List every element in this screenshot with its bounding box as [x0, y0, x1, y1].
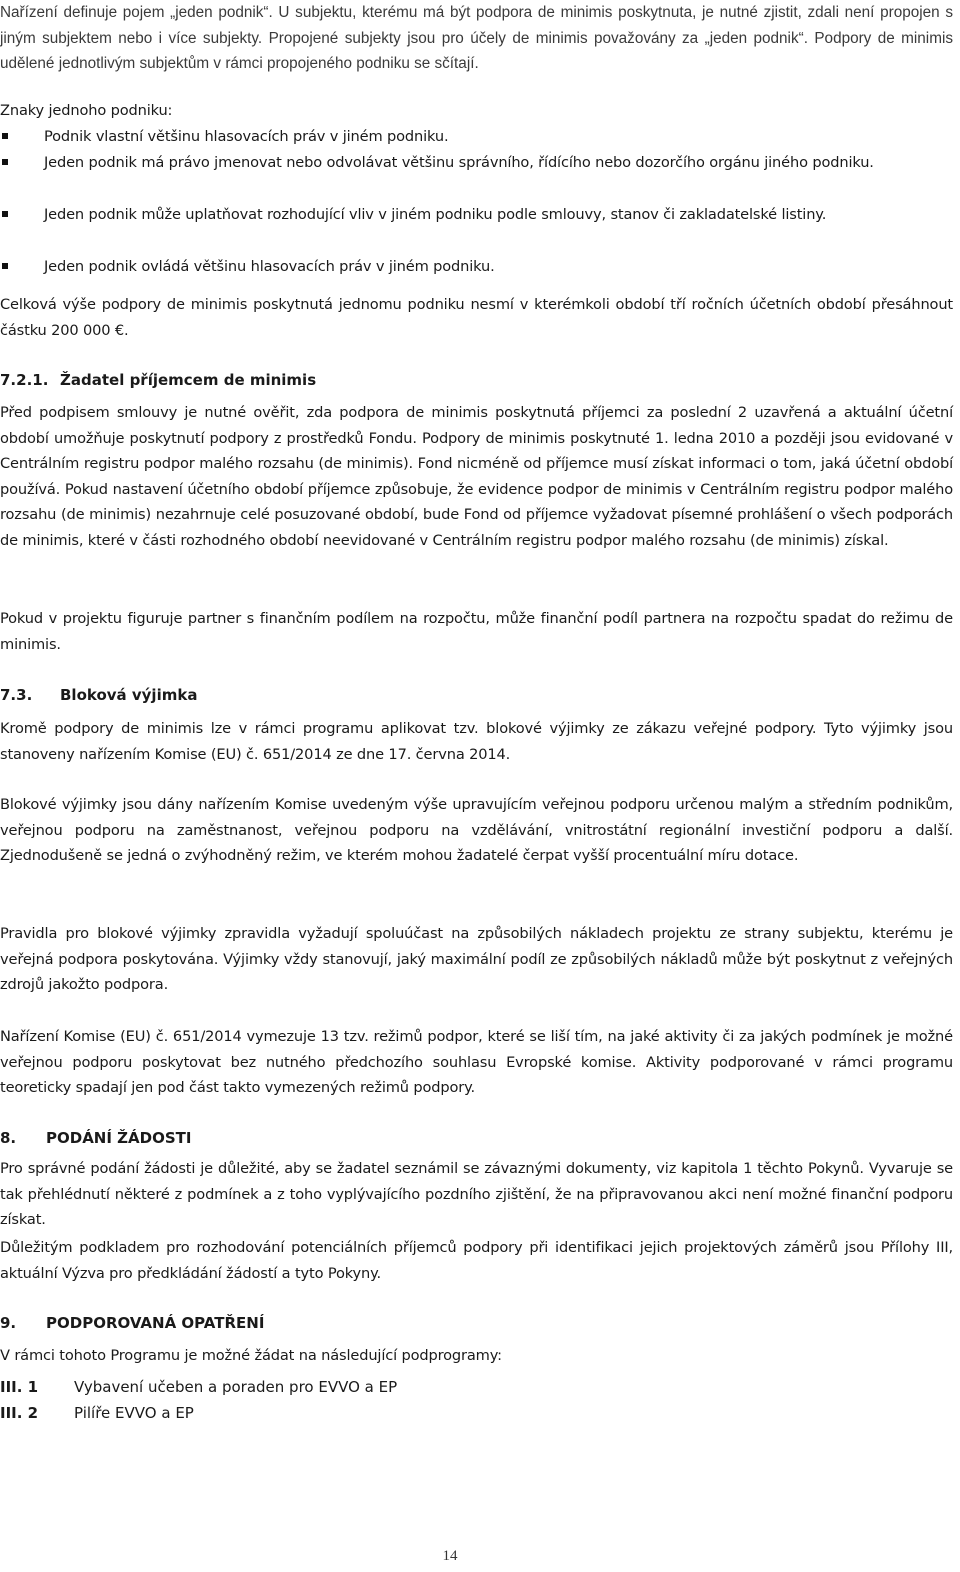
- square-bullet-icon: [2, 211, 8, 217]
- section-paragraph: V rámci tohoto Programu je možné žádat na následující podprogramy:: [0, 1347, 502, 1364]
- section-heading-9: [0, 1311, 264, 1335]
- intro-paragraph: Nařízení definuje pojem „jeden podnik“. U subjektu, kterému má být podpora de minimis poskytnuta, je nutné zjistit, zdali není propojen s jiným subjektem nebo i více subjekty. Propojené subjekty jsou pro účely de minimis považovány za „jeden podnik“. Podpory de minimis udělené jednotlivým subjektům v rámci propojeného podniku se sčítají.: [0, 4, 953, 73]
- section-heading-8: [0, 1126, 191, 1150]
- section-paragraph: Před podpisem smlouvy je nutné ověřit, zda podpora de minimis poskytnutá příjemci za poslední 2 uzavřená a aktuální účetní období umožňuje poskytnutí podpory z prostředků Fondu. Podpory de minimis poskytnuté 1. ledna 2010 a později jsou evidované v Centrálním registru podpor malého rozsahu (de minimis). Fond nicméně od příjemce musí získat informaci o tom, jaká účetní období používá. Pokud nastavení účetního období příjemce způsobuje, že evidence podpor de minimis v Centrálním registru podpor malého rozsahu (de minimis) nezahrnuje celé posuzované období, bude Fond od příjemce vyžadovat písemné prohlášení o všech podporách de minimis, které v části rozhodného období neevidované v Centrálním registru podpor malého rozsahu (de minimis) získal.: [0, 404, 953, 549]
- section-title: Žadatel příjemcem de minimis: [60, 371, 317, 389]
- square-bullet-icon: [2, 263, 8, 269]
- section-paragraph: Kromě podpory de minimis lze v rámci programu aplikovat tzv. blokové výjimky ze zákazu veřejné podpory. Tyto výjimky jsou stanoveny nařízením Komise (EU) č. 651/2014 ze dne 17. června 2014.: [0, 720, 953, 763]
- square-bullet-icon: [2, 159, 8, 165]
- traits-label: Znaky jednoho podniku:: [0, 102, 173, 119]
- section-title: PODPOROVANÁ OPATŘENÍ: [46, 1314, 265, 1332]
- page-number: 14: [442, 1548, 458, 1564]
- section-paragraph: Blokové výjimky jsou dány nařízením Komise uvedeným výše upravujícím veřejnou podporu určenou malým a středním podnikům, veřejnou podporu na zaměstnanost, veřejnou podporu na vzdělávání, vnitrostátní regionální investiční podporu a další. Zjednodušeně se jedná o zvýhodněný režim, ve kterém mohou žadatelé čerpat vyšší procentuální míru dotace.: [0, 796, 953, 865]
- subprogram-row: [0, 1401, 194, 1425]
- section-heading-7-3: [0, 683, 197, 707]
- limit-paragraph: Celková výše podpory de minimis poskytnutá jednomu podniku nesmí v kterémkoli období tří ročních účetních období přesáhnout částku 200 000 €.: [0, 296, 953, 339]
- section-paragraph: Pokud v projektu figuruje partner s finančním podílem na rozpočtu, může finanční podíl partnera na rozpočtu spadat do režimu de minimis.: [0, 610, 953, 653]
- section-paragraph: Pro správné podání žádosti je důležité, aby se žadatel seznámil se závaznými dokumenty, viz kapitola 1 těchto Pokynů. Vyvaruje se tak přehlédnutí některé z podmínek a z toho vyplývajícího pozdního zjištění, že na připravovanou akci není možné finanční podporu získat.: [0, 1160, 953, 1229]
- section-title: Bloková výjimka: [60, 686, 198, 704]
- section-number: 8.: [0, 1129, 17, 1147]
- list-item-text: Podnik vlastní většinu hlasovacích práv v jiném podniku.: [44, 128, 449, 145]
- section-heading-7-2-1: [0, 368, 316, 392]
- subprogram-label: Vybavení učeben a poraden pro EVVO a EP: [74, 1378, 398, 1396]
- section-number: 9.: [0, 1314, 17, 1332]
- section-paragraph: Pravidla pro blokové výjimky zpravidla vyžadují spoluúčast na způsobilých nákladech projektu ze strany subjektu, kterému je veřejná podpora poskytována. Výjimky vždy stanovují, jaký maximální podíl ze způsobilých nákladů může být poskytnut z veřejných zdrojů jakožto podpora.: [0, 925, 953, 994]
- square-bullet-icon: [2, 133, 8, 139]
- section-title: PODÁNÍ ŽÁDOSTI: [46, 1129, 192, 1147]
- subprogram-code: III. 1: [0, 1378, 39, 1396]
- subprogram-label: Pilíře EVVO a EP: [74, 1404, 194, 1422]
- list-item-text: Jeden podnik má právo jmenovat nebo odvolávat většinu správního, řídícího nebo dozorčího orgánu jiného podniku.: [44, 154, 874, 171]
- subprogram-code: III. 2: [0, 1404, 39, 1422]
- section-paragraph: Nařízení Komise (EU) č. 651/2014 vymezuje 13 tzv. režimů podpor, které se liší tím, na jaké aktivity či za jakých podmínek je možné veřejnou podporu poskytovat bez nutného předchozího souhlasu Evropské komise. Aktivity podporované v rámci programu teoreticky spadají jen pod část takto vymezených režimů podpory.: [0, 1028, 953, 1097]
- list-item-text: Jeden podnik může uplatňovat rozhodující vliv v jiném podniku podle smlouvy, stanov či zakladatelské listiny.: [44, 206, 827, 223]
- subprogram-row: [0, 1375, 397, 1399]
- list-item-text: Jeden podnik ovládá většinu hlasovacích práv v jiném podniku.: [44, 258, 495, 275]
- section-number: 7.3.: [0, 686, 33, 704]
- section-number: 7.2.1.: [0, 371, 49, 389]
- section-paragraph: Důležitým podkladem pro rozhodování potenciálních příjemců podpory při identifikaci jejich projektových záměrů jsou Přílohy III, aktuální Výzva pro předkládání žádostí a tyto Pokyny.: [0, 1239, 953, 1282]
